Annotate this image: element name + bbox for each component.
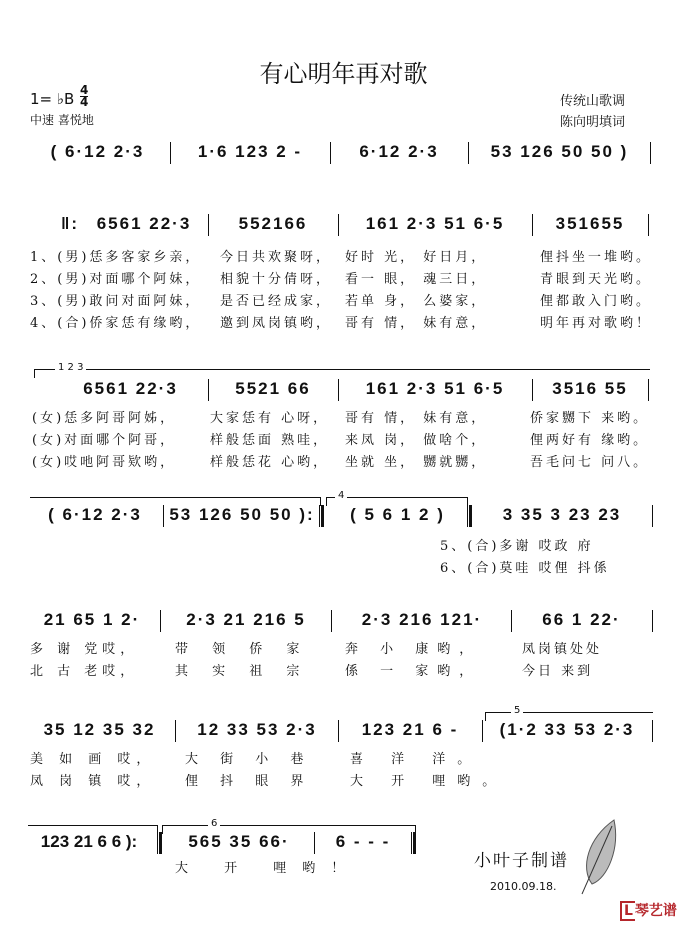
key-signature: 1= ♭B	[30, 90, 75, 108]
staff-row-chorus-1	[0, 610, 687, 634]
measure: 53 126 50 50 )	[490, 142, 629, 161]
measure: (1·2 33 53 2·3	[499, 720, 635, 739]
lyric: 多 谢 党哎，	[30, 642, 139, 657]
measure: 2·3 21 216 5	[186, 610, 306, 629]
lyric: 样般恁面 熟哇，	[210, 433, 330, 448]
measure: 3516 55	[552, 379, 628, 398]
lyric: 吾毛问七 问八。	[530, 455, 650, 470]
barline	[532, 379, 533, 401]
time-signature	[80, 85, 88, 108]
barline	[330, 142, 331, 164]
lyrics-block-chorus-2	[0, 748, 687, 792]
repeat-start	[467, 505, 472, 527]
lyric: 哥有 情， 妹有意，	[345, 316, 488, 331]
barline	[208, 214, 209, 236]
lyric: 奔 小 康哟，	[345, 642, 482, 657]
lyric: 5、(合)多谢 哎政 府	[440, 539, 594, 554]
measure: 2·3 216 121·	[361, 610, 483, 629]
repeat-end	[319, 505, 324, 527]
barline	[331, 610, 332, 632]
lyric: 样般恁花 心哟，	[210, 455, 330, 470]
lyric-line	[0, 748, 687, 770]
barline	[652, 610, 653, 632]
repeat-end	[157, 832, 162, 854]
lyrics-credit: 陈向明填词	[560, 115, 626, 130]
volta-bracket	[34, 362, 650, 378]
staff-row-interlude	[0, 505, 687, 529]
measure: ( 5 6 1 2 )	[350, 505, 445, 524]
measure: ( 6·12 2·3	[50, 142, 145, 161]
lyric: 北 古 老哎，	[30, 664, 139, 679]
volta-label: 6	[208, 818, 220, 829]
lyric: 係 一 家哟，	[345, 664, 482, 679]
staff-row-verse-female	[0, 379, 687, 403]
volta-label: 5	[511, 705, 523, 716]
barline	[652, 505, 653, 527]
lyric: 凤 岗 镇 哎，	[30, 774, 156, 789]
lyric: 大 开 哩哟。	[350, 774, 508, 789]
measure: 6 - - -	[335, 832, 391, 851]
measure: 123 21 6 -	[361, 720, 459, 739]
song-title: 有心明年再对歌	[259, 60, 428, 88]
lyric: 俚两好有 缘哟。	[530, 433, 650, 448]
lyrics-block-chorus-1	[0, 638, 687, 682]
measure: 6·12 2·3	[359, 142, 439, 161]
measure: 21 65 1 2·	[43, 610, 141, 629]
lyric: 哥有 情， 妹有意，	[345, 411, 488, 426]
barline	[170, 142, 171, 164]
measure: 12 33 53 2·3	[197, 720, 317, 739]
barline	[160, 610, 161, 632]
measure: 35 12 35 32	[43, 720, 156, 739]
barline	[648, 214, 649, 236]
lyric: 带 领 侨 家	[175, 642, 310, 657]
measure: 123 21 6 6 ):	[40, 832, 138, 851]
measure: 351655	[555, 214, 625, 233]
lyric: 2、(男)对面哪个阿妹，	[30, 272, 202, 287]
lyric-line	[0, 290, 687, 312]
measure: 3 35 3 23 23	[502, 505, 622, 524]
lyric: 今日共欢聚呀，	[220, 250, 333, 265]
lyric: 1、(男)恁多客家乡亲，	[30, 250, 202, 265]
barline	[338, 214, 339, 236]
lyric: (女)哎吔阿哥欵哟，	[32, 455, 177, 470]
measure: 5521 66	[235, 379, 311, 398]
lyric: 俚 抖 眼 界	[185, 774, 313, 789]
measure: 6561 22·3	[83, 379, 178, 398]
lyric: 喜 洋 洋。	[350, 752, 483, 767]
tempo-marking: 中速 喜悦地	[30, 113, 94, 127]
barline	[511, 610, 512, 632]
barline	[175, 720, 176, 742]
lyric: (女)对面哪个阿哥，	[32, 433, 177, 448]
measure: 53 126 50 50 ):	[169, 505, 315, 524]
measure: 6561 22·3	[96, 214, 192, 233]
lyric: 俚抖坐一堆哟。	[540, 250, 653, 265]
barline	[650, 142, 651, 164]
measure: 66 1 22·	[542, 610, 621, 629]
barline	[648, 379, 649, 401]
lyric-line	[0, 451, 687, 473]
arranger-signature: 小叶子制谱	[474, 851, 569, 871]
time-top: 4	[80, 83, 89, 97]
lyric: 邀到凤岗镇哟，	[220, 316, 333, 331]
lyric-line	[0, 246, 687, 268]
lyric: 相貌十分倩呀，	[220, 272, 333, 287]
lyric: 看一 眼， 魂三日，	[345, 272, 488, 287]
lyric-line	[0, 638, 687, 660]
barline	[208, 379, 209, 401]
barline	[468, 142, 469, 164]
barline	[163, 505, 164, 527]
lyric-line	[0, 407, 687, 429]
barline	[338, 720, 339, 742]
lyric-line	[0, 268, 687, 290]
volta-label: 4	[335, 490, 347, 501]
final-barline	[411, 832, 416, 854]
lyric: 其 实 祖 宗	[175, 664, 310, 679]
lyric: 大 开 哩哟！	[175, 861, 361, 876]
lyric: 侨家嬲下 来哟。	[530, 411, 650, 426]
lyrics-block-male	[0, 246, 687, 334]
lyric: 青眼到天光哟。	[540, 272, 653, 287]
barline	[314, 832, 315, 854]
lyric-line	[0, 660, 687, 682]
lyric: 坐就 坐， 嬲就嬲，	[345, 455, 488, 470]
measure: 565 35 66·	[188, 832, 290, 851]
lyric: 来凤 岗， 做啥个，	[345, 433, 488, 448]
logo-mark-icon: L	[620, 901, 635, 921]
lyric-line	[0, 429, 687, 451]
repeat-start: ‖:	[60, 214, 80, 233]
leaf-icon	[578, 818, 620, 898]
lyric: 6、(合)莫哇 哎俚 抖係	[440, 561, 610, 576]
barline	[652, 720, 653, 742]
volta-label: 1 2 3	[55, 362, 86, 373]
measure: 161 2·3 51 6·5	[365, 379, 505, 398]
lyric: 4、(合)侨家恁有缘哟，	[30, 316, 202, 331]
lyric: 是否已经成家，	[220, 294, 333, 309]
lyric: 俚都敢入门哟。	[540, 294, 653, 309]
lyric: 大 街 小 巷	[185, 752, 313, 767]
arranger-date: 2010.09.18.	[490, 880, 557, 893]
measure: ( 6·12 2·3	[48, 505, 142, 524]
lyric-line	[0, 770, 687, 792]
lyric: (女)恁多阿哥阿姊，	[32, 411, 177, 426]
music-credit: 传统山歌调	[560, 94, 626, 109]
lyrics-block-female	[0, 407, 687, 473]
lyric: 明年再对歌哟！	[540, 316, 653, 331]
barline	[482, 720, 483, 742]
lyric: 今日 来到	[522, 664, 594, 679]
lyric: 3、(男)敢问对面阿妹，	[30, 294, 202, 309]
measure: 552166	[238, 214, 308, 233]
staff-row-chorus-2	[0, 720, 687, 744]
lyric: 大家恁有 心呀，	[210, 411, 330, 426]
barline	[532, 214, 533, 236]
watermark-text: 琴艺谱	[634, 903, 677, 919]
lyric-line	[0, 312, 687, 334]
staff-row-verse-male	[0, 214, 687, 238]
lyric: 若单 身， 么婆家，	[345, 294, 488, 309]
time-bottom: 4	[80, 95, 89, 109]
barline	[338, 379, 339, 401]
watermark-logo	[620, 900, 677, 920]
measure: 1·6 123 2 -	[197, 142, 303, 161]
lyric: 好时 光， 好日月，	[345, 250, 488, 265]
lyric: 凤岗镇处处	[522, 642, 603, 657]
staff-row-intro	[0, 142, 687, 166]
measure: 161 2·3 51 6·5	[365, 214, 505, 233]
lyric: 美 如 画 哎，	[30, 752, 156, 767]
